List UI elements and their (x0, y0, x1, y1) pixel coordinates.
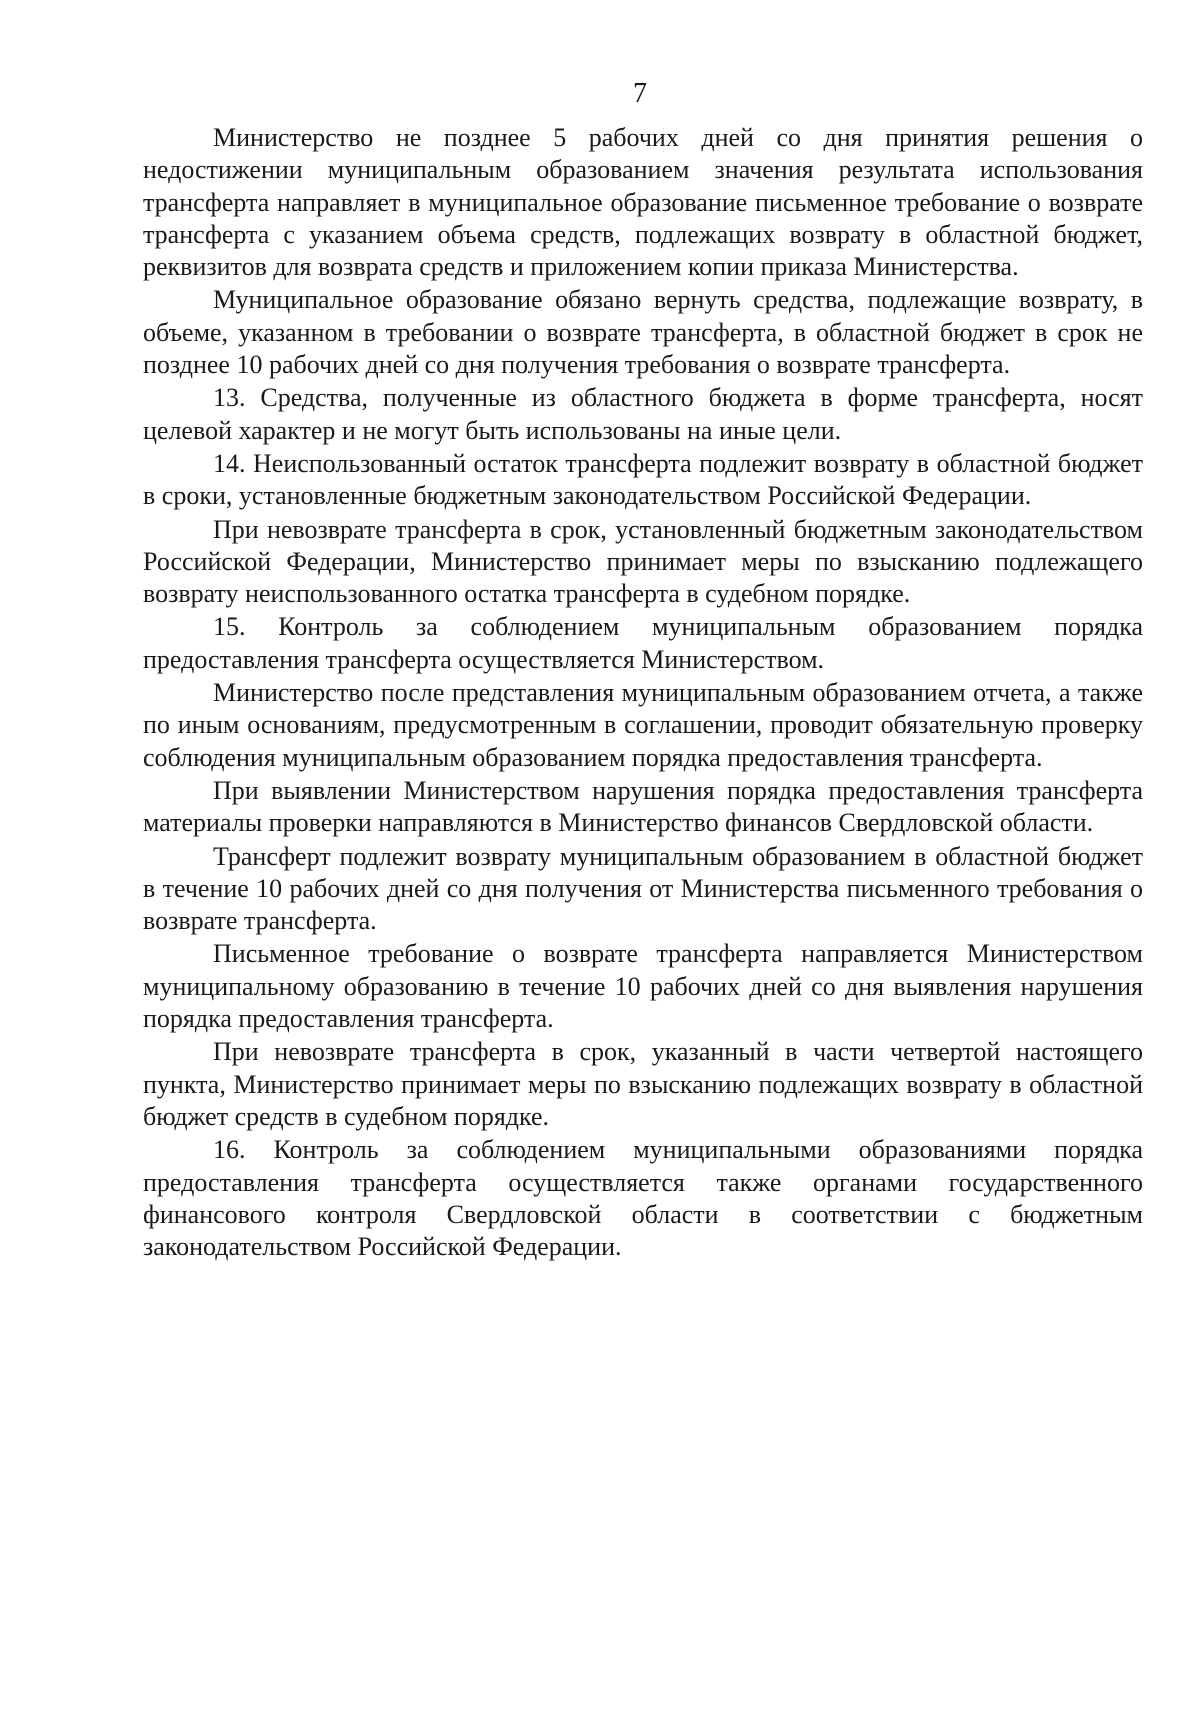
paragraph-ministry-notice: Министерство не позднее 5 рабочих дней со дня принятия решения о недостижении муниципальным образованием значения результата использования трансферта направляет в муниципальное образование письменное требование о возврате трансферта с указанием объема средств, подлежащих возврату в областной бюджет, реквизитов для возврата средств и приложением копии приказа Министерства. (143, 123, 1143, 282)
paragraph-15: 15. Контроль за соблюдением муниципальным образованием порядка предоставления трансферта осуществляется Министерством. (143, 612, 1143, 674)
document-body (143, 122, 1143, 1263)
paragraph-13: 13. Средства, полученные из областного бюджета в форме трансферта, носят целевой характер и не могут быть использованы на иные цели. (143, 383, 1143, 445)
paragraph-15-recovery: При невозврате трансферта в срок, указанный в части четвертой настоящего пункта, Министерство принимает меры по взысканию подлежащих возврату в областной бюджет средств в судебном порядке. (143, 1037, 1143, 1131)
paragraph-15-inspection: Министерство после представления муниципальным образованием отчета, а также по иным основаниям, предусмотренным в соглашении, проводит обязательную проверку соблюдения муниципальным образованием порядка предоставления трансферта. (143, 678, 1143, 772)
paragraph-14-recovery: При невозврате трансферта в срок, установленный бюджетным законодательством Российской Федерации, Министерство принимает меры по взысканию подлежащего возврату неиспользованного остатка трансферта в судебном порядке. (143, 514, 1143, 609)
paragraph-15-written-demand: Письменное требование о возврате трансферта направляется Министерством муниципальному образованию в течение 10 рабочих дней со дня выявления нарушения порядка предоставления трансферта. (143, 939, 1143, 1034)
paragraph-15-return: Трансферт подлежит возврату муниципальным образованием в областной бюджет в течение 10 рабочих дней со дня получения от Министерства письменного требования о возврате трансферта. (143, 841, 1143, 936)
paragraph-municipal-return: Муниципальное образование обязано вернуть средства, подлежащие возврату, в объеме, указанном в требовании о возврате трансферта, в областной бюджет в срок не позднее 10 рабочих дней со дня получения требования о возврате трансферта. (143, 285, 1143, 380)
paragraph-16: 16. Контроль за соблюдением муниципальными образованиями порядка предоставления трансферта осуществляется также органами государственного финансового контроля Свердловской области в соответствии с бюджетным законодательством Российской Федерации. (143, 1135, 1143, 1262)
page-number: 7 (633, 78, 647, 109)
paragraph-14: 14. Неиспользованный остаток трансферта подлежит возврату в областной бюджет в сроки, установленные бюджетным законодательством Российской Федерации. (143, 448, 1143, 511)
paragraph-15-violation: При выявлении Министерством нарушения порядка предоставления трансферта материалы проверки направляются в Министерство финансов Свердловской области. (143, 775, 1143, 838)
